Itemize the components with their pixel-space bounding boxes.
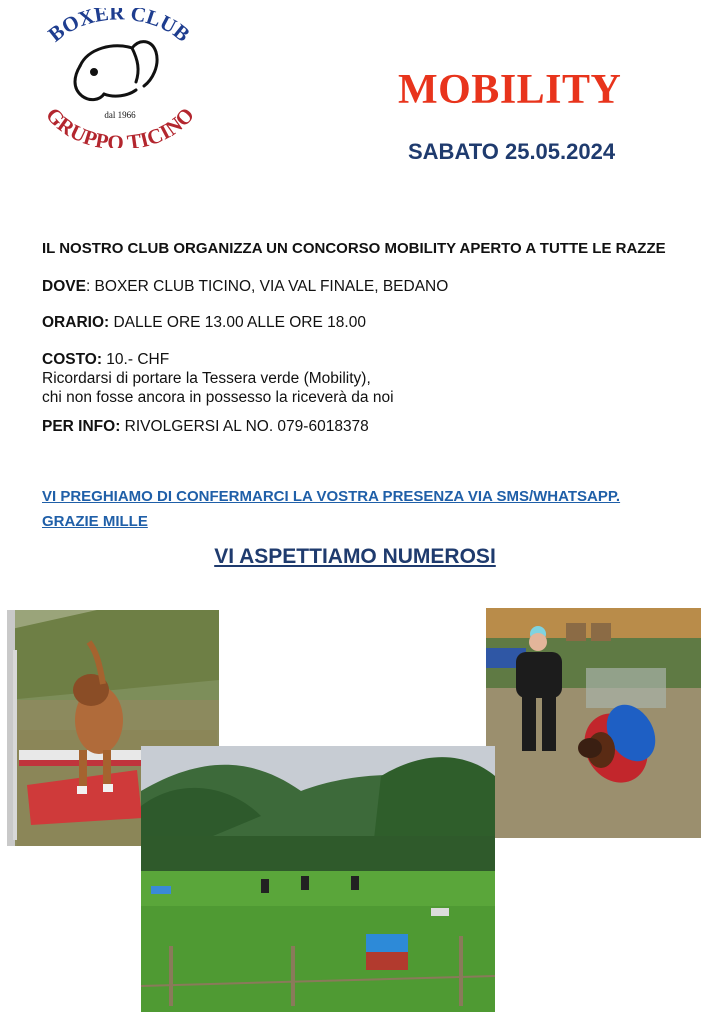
logo-since-text: dal 1966	[104, 110, 136, 120]
photo-boxer-tunnel	[486, 608, 701, 838]
dove-line	[42, 278, 448, 296]
event-title: MOBILITY	[398, 67, 622, 113]
confirm-request-line-1[interactable]: VI PREGHIAMO DI CONFERMARCI LA VOSTRA PRESENZA VIA SMS/WHATSAPP.	[42, 488, 621, 505]
info-label: PER INFO:	[42, 418, 121, 435]
intro-text: IL NOSTRO CLUB ORGANIZZA UN CONCORSO MOBILITY APERTO A TUTTE LE RAZZE	[42, 240, 666, 257]
orario-label: ORARIO:	[42, 314, 110, 331]
dove-label: DOVE	[42, 278, 86, 295]
info-value: RIVOLGERSI AL NO. 079-6018378	[120, 418, 369, 435]
costo-note-2: chi non fosse ancora in possesso la riceverà da noi	[42, 389, 394, 406]
info-line	[42, 418, 369, 436]
costo-value: 10.- CHF	[102, 351, 170, 368]
orario-value: DALLE ORE 13.00 ALLE ORE 18.00	[109, 314, 366, 331]
logo-top-text: BOXER CLUB	[43, 8, 195, 47]
costo-note-1: Ricordarsi di portare la Tessera verde (Mobility),	[42, 370, 371, 387]
svg-text:BOXER CLUB	[43, 8, 194, 47]
boxer-head-icon	[75, 42, 157, 100]
confirm-request-line-2[interactable]: GRAZIE MILLE	[42, 513, 148, 530]
costo-label: COSTO:	[42, 351, 102, 368]
orario-line	[42, 314, 366, 332]
dove-value: : BOXER CLUB TICINO, VIA VAL FINALE, BEDANO	[85, 278, 449, 295]
costo-block	[42, 350, 394, 407]
confirm-request[interactable]	[42, 484, 620, 534]
event-date: SABATO 25.05.2024	[408, 139, 616, 164]
logo-bottom-text: GRUPPO TICINO	[41, 102, 199, 148]
closing-text: VI ASPETTIAMO NUMEROSI	[214, 545, 496, 568]
photo-agility-field	[141, 746, 495, 1012]
club-logo	[28, 8, 210, 148]
